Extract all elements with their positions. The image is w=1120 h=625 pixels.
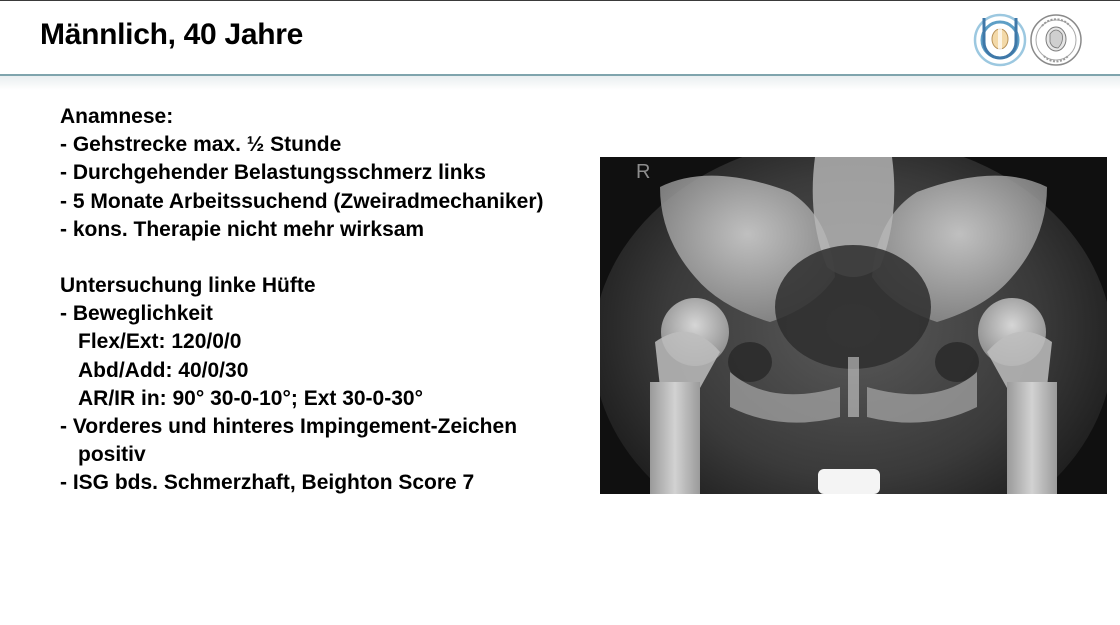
university-seal-icon [1031,15,1081,65]
clinic-logo-icon [975,15,1025,65]
top-border [0,0,1120,1]
impingement-item: - Vorderes und hinteres Impingement-Zeichen [60,415,518,439]
flex-ext-value: Flex/Ext: 120/0/0 [78,330,242,354]
beweglichkeit-item: - Beweglichkeit [60,302,213,326]
xray-side-marker: R [636,161,651,183]
section-spacer [60,244,600,272]
slide-body-text [60,103,600,498]
anamnese-item: - Gehstrecke max. ½ Stunde [60,133,342,157]
ar-ir-value: AR/IR in: 90° 30-0-10°; Ext 30-0-30° [78,386,423,410]
anamnese-item: - kons. Therapie nicht mehr wirksam [60,217,425,241]
pelvis-xray-image [600,157,1107,494]
header-shadow [0,76,1120,90]
untersuchung-heading: Untersuchung linke Hüfte [60,274,316,298]
pelvis-xray-drawing [600,157,1107,494]
header-logos [972,12,1084,68]
isg-item: - ISG bds. Schmerzhaft, Beighton Score 7 [60,471,475,495]
logo-group [972,12,1084,68]
impingement-item-continued: positiv [78,443,146,467]
slide-title: Männlich, 40 Jahre [40,18,304,51]
anamnese-heading: Anamnese: [60,105,174,128]
anamnese-item: - Durchgehender Belastungsschmerz links [60,161,486,185]
anamnese-item: - 5 Monate Arbeitssuchend (Zweiradmechaniker) [60,189,544,213]
abd-add-value: Abd/Add: 40/0/30 [78,358,249,382]
